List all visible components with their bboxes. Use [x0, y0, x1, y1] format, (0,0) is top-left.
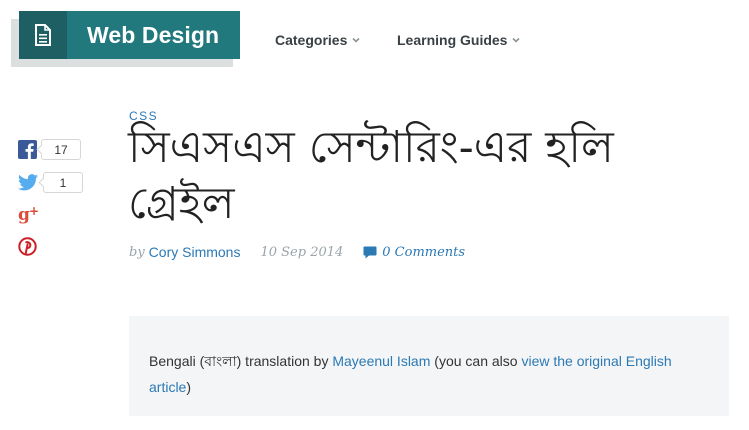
translation-note-prefix: Bengali (বাংলা) translation by	[149, 353, 333, 369]
publish-date: 10 Sep 2014	[260, 244, 344, 260]
share-google-plus[interactable]	[18, 204, 40, 224]
pinterest-icon[interactable]	[18, 237, 37, 256]
svg-text:+: +	[29, 204, 40, 218]
nav-categories[interactable]	[275, 32, 361, 48]
logo-text-box	[67, 11, 240, 59]
article-title: সিএসএস সেন্টারিং-এর হলি গ্রেইল	[128, 122, 614, 229]
facebook-share-count: 17	[41, 139, 81, 160]
twitter-share-count: 1	[43, 172, 83, 193]
meta-by-label: by	[129, 244, 145, 260]
svg-text:g: g	[18, 205, 30, 224]
document-icon	[33, 24, 53, 46]
share-pinterest[interactable]	[18, 237, 37, 256]
share-twitter[interactable]	[18, 172, 83, 193]
nav-categories-label: Categories	[275, 32, 348, 48]
chevron-down-icon	[351, 35, 361, 45]
author-link[interactable]: Cory Simmons	[148, 244, 241, 260]
translation-note-suffix: )	[186, 379, 192, 395]
facebook-icon[interactable]	[18, 140, 37, 159]
site-logo[interactable]	[19, 11, 240, 59]
original-article-link[interactable]: view the original English article	[149, 353, 672, 395]
comment-icon	[363, 246, 377, 259]
twitter-icon[interactable]	[18, 174, 38, 191]
google-plus-icon[interactable]	[18, 204, 40, 224]
translation-note-middle: (you can also	[430, 353, 522, 369]
share-facebook[interactable]	[18, 139, 81, 160]
translation-note	[129, 316, 729, 416]
logo-icon-box	[19, 11, 67, 59]
nav-learning-guides[interactable]	[397, 32, 521, 48]
translator-link[interactable]: Mayeenul Islam	[332, 353, 431, 369]
article-category-link[interactable]: CSS	[129, 109, 159, 123]
nav-learning-guides-label: Learning Guides	[397, 32, 508, 48]
comments-link[interactable]	[363, 245, 465, 260]
logo-text: Web Design	[87, 21, 220, 48]
article-meta	[129, 244, 465, 260]
comments-count-text: 0 Comments	[382, 244, 466, 260]
chevron-down-icon	[511, 35, 521, 45]
